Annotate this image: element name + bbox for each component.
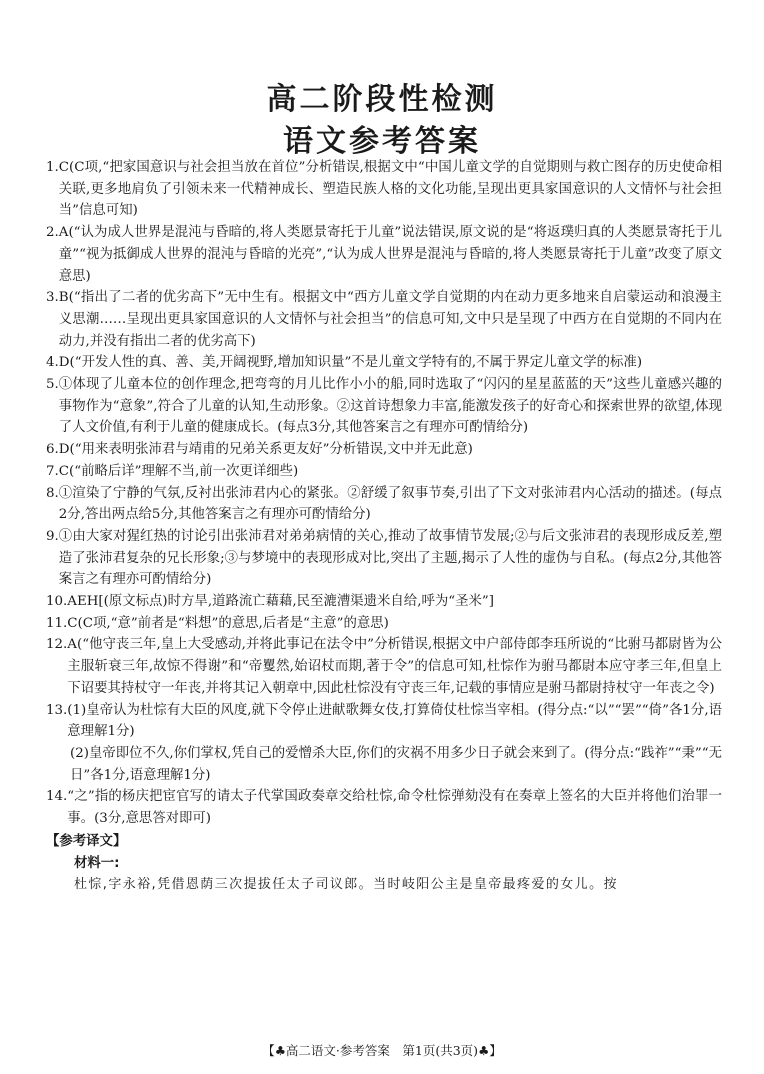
answer-text: C(C项,“意”前者是“料想”的意思,后者是“主意”的意思) [67,615,389,631]
answer-number: 6. [46,442,59,458]
answer-number: 11. [46,615,68,631]
answer-item-8 [46,483,722,526]
answer-number: 10. [46,594,68,610]
answer-number: 5. [46,377,59,393]
answer-number: 2. [46,225,59,241]
page-title: 高二阶段性检测 [266,82,498,117]
club-icon: ♣ [478,1043,490,1058]
answer-item-5 [46,374,722,439]
answer-text: D(“用来表明张沛君与靖甫的兄弟关系更友好”分析错误,文中并无此意) [58,442,473,458]
material-label: 材料一: [74,855,120,871]
answer-item-10 [46,591,722,613]
answer-item-1 [46,157,722,222]
footer-bracket-right: 】 [489,1043,502,1058]
club-icon: ♣ [274,1043,286,1058]
answer-item-3 [46,287,722,352]
answer-text: (1)皇帝认为杜悰有大臣的风度,就下令停止进献歌舞女伎,打算倚仗杜悰当宰相。(得分点:“以”“罢”“倚”各1分,语意理解1分) [67,702,722,740]
answer-number: 8. [46,485,59,501]
answers-body [46,157,722,896]
answer-item-4 [46,352,722,374]
answer-number: 14. [46,789,68,805]
answer-text: A(“认为成人世界是混沌与昏暗的,将人类愿景寄托于儿童”说法错误,原文说的是“将返璞归真的人类愿景寄托于儿童”“视为抵御成人世界的混沌与昏暗的光亮”,“认为成人世界是混沌与昏暗的,将人类愿景寄托于儿童”改变了原文意思) [58,225,722,284]
answer-list [46,157,722,700]
answer-text: “之”指的杨庆把宦官写的请太子代掌国政奏章交给杜悰,命令杜悰弹劾没有在奏章上签名的大臣并将他们治罪一事。(3分,意思答对即可) [67,789,722,827]
answer-number: 4. [46,355,59,371]
answer-text: D(“开发人性的真、善、美,开阔视野,增加知识量”不是儿童文学特有的,不属于界定儿童文学的标准) [58,355,643,371]
answer-number: 7. [46,463,59,479]
answer-item-14 [46,786,722,829]
answer-text: A(“他守丧三年,皇上大受感动,并将此事记在法令中”分析错误,根据文中户部侍郎李珏所说的“比驸马都尉皆为公主服斩衰三年,故惊不得谢”和“帝矍然,始诏杖而期,著于令”的信息可知,杜悰作为驸马都尉本应守孝三年,但皇上下诏要其持杖守一年丧,并将其记入朝章中,因此杜悰没有守丧三年,记载的事情应是驸马都尉持杖守一年丧之令) [67,637,722,696]
answer-item-9 [46,526,722,591]
answer-item-13 [46,700,722,743]
answer-number: 13. [46,702,68,718]
answer-item-6 [46,439,722,461]
answer-text: ①体现了儿童本位的创作理念,把弯弯的月儿比作小小的船,同时选取了“闪闪的星星蓝蓝的天”这些儿童感兴趣的事物作为“意象”,符合了儿童的认知,生动形象。②这首诗想象力丰富,能激发孩子的好奇心和探索世界的欲望,体现了人文价值,有利于儿童的健康成长。(每点3分,其他答案言之有理亦可酌情给分) [58,377,722,436]
answer-number: 3. [46,290,59,306]
answer-text: ①渲染了宁静的气氛,反衬出张沛君内心的紧张。②舒缓了叙事节奏,引出了下文对张沛君内心活动的描述。(每点2分,答出两点给5分,其他答案言之有理亦可酌情给分) [58,485,722,523]
answer-number: 12. [46,637,68,653]
page-subtitle: 语文参考答案 [283,124,481,159]
answer-item-2 [46,222,722,287]
answer-text: C(“前略后详”理解不当,前一次更详细些) [58,463,299,479]
footer-text: 高二语文·参考答案 第1页(共3页) [285,1043,479,1058]
answer-item-11 [46,613,722,635]
answer-text: B(“指出了二者的优劣高下”无中生有。根据文中“西方儿童文学自觉期的内在动力更多地来自启蒙运动和浪漫主义思潮……呈现出更具家国意识的人文情怀与社会担当”的信息可知,文中只是呈现了中西方在自觉期的不同内在动力,并没有指出二者的优劣高下) [58,290,722,349]
answer-number: 9. [46,528,59,544]
answer-13-part-2: (2)皇帝即位不久,你们掌权,凭自己的爱憎杀大臣,你们的灾祸不用多少日子就会来到了。(得分点:“践祚”“秉”“无日”各1分,语意理解1分) [70,745,722,783]
answer-text: C(C项,“把家国意识与社会担当放在首位”分析错误,根据文中“中国儿童文学的自觉期则与救亡图存的历史使命相关联,更多地肩负了引领未来一代精神成长、塑造民族人格的文化功能,呈现出更具家国意识的人文情怀与社会担当”信息可知) [58,160,722,219]
answer-number: 1. [46,160,59,175]
answer-item-12 [46,634,722,699]
reference-translation-heading: 【参考译文】 [46,833,127,849]
footer-bracket-left: 【 [262,1043,275,1058]
answer-item-7 [46,461,722,483]
page-footer [0,1041,764,1059]
answer-text: ①由大家对猩红热的讨论引出张沛君对弟弟病情的关心,推动了故事情节发展;②与后文张沛君的表现形成反差,塑造了张沛君复杂的兄长形象;③与梦境中的表现形成对比,突出了主题,揭示了人性的虚伪与自私。(每点2分,其他答案言之有理亦可酌情给分) [58,528,722,588]
translation-text: 杜悰,字永裕,凭借恩荫三次提拔任太子司议郎。当时岐阳公主是皇帝最疼爱的女儿。按 [74,877,618,893]
answer-text: AEH[(原文标点)时方旱,道路流亡藉藉,民至漉漕渠遗米自给,呼为“圣米”] [67,594,494,610]
